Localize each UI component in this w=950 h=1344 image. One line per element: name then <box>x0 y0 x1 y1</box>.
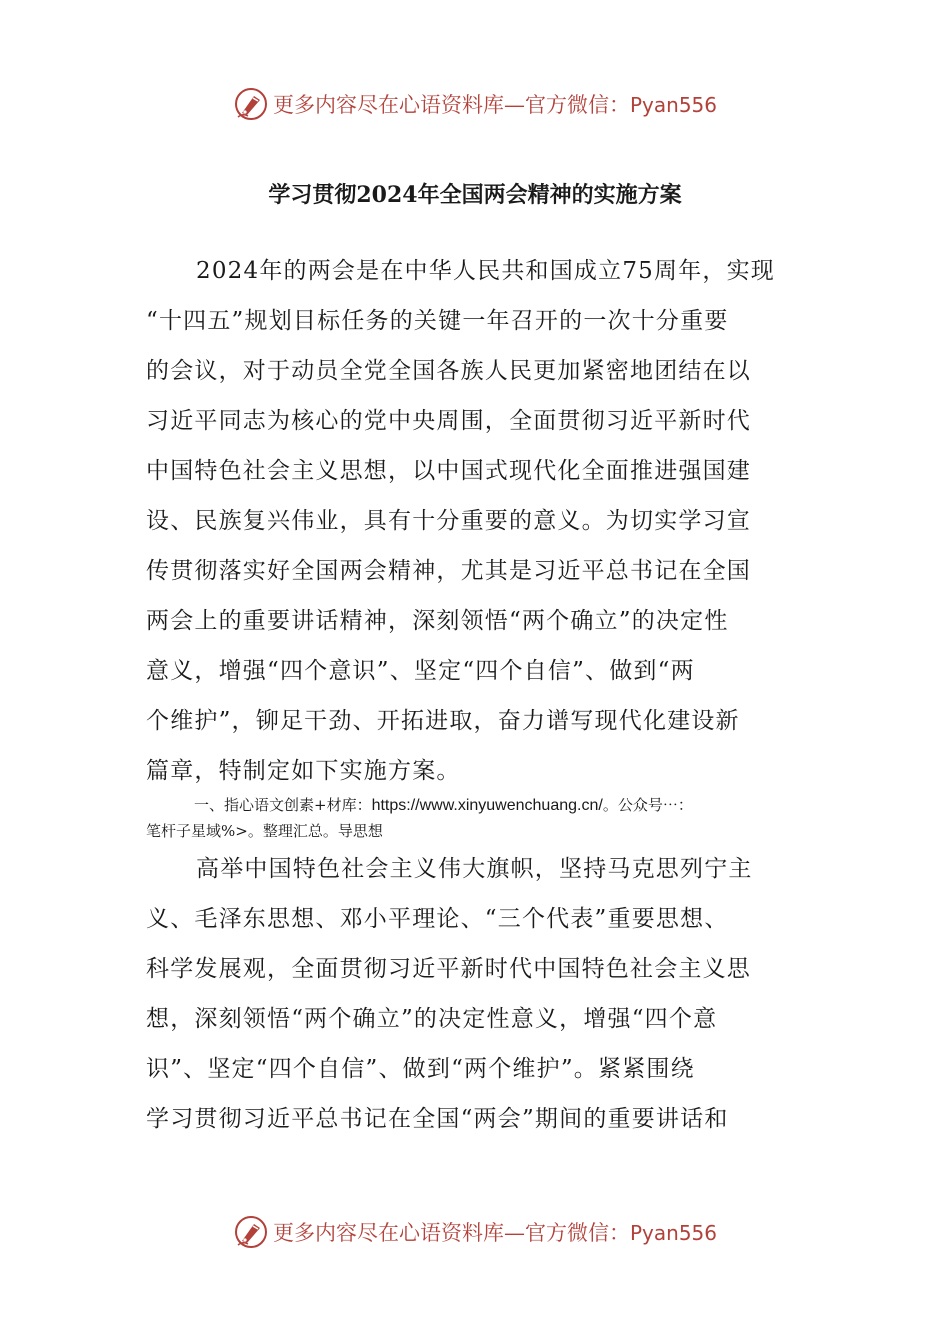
paragraph-intro <box>146 246 806 796</box>
text-line: 想，深刻领悟“两个确立”的决定性意义，增强“四个意 <box>146 1006 718 1032</box>
text-line: 篇章，特制定如下实施方案。 <box>146 758 461 784</box>
wechat-id: Pyan556 <box>629 93 717 117</box>
text-line: 习近平同志为核心的党中央周围，全面贯彻习近平新时代 <box>146 408 751 434</box>
wechat-id: Pyan556 <box>629 1221 717 1245</box>
text-line: 识”、坚定“四个自信”、做到“两个维护”。紧紧围绕 <box>146 1056 695 1082</box>
text-line: 传贯彻落实好全国两会精神，尤其是习近平总书记在全国 <box>146 558 751 584</box>
header-watermark <box>0 82 950 126</box>
footer-watermark <box>0 1210 950 1254</box>
heading-url: https://www.xinyuwenchuang.cn/ <box>371 797 603 814</box>
section-heading <box>146 792 806 844</box>
heading-line-2: 笔杆子星域%>。整理汇总。导思想 <box>146 822 383 840</box>
watermark-text: 更多内容尽在心语资料库—官方微信：Pyan556 <box>272 93 717 117</box>
heading-prefix: 一、指心语文创素+材库： <box>194 796 372 814</box>
paragraph-guiding-thought <box>146 844 806 1144</box>
text-line: 个维护”，铆足干劲、开拓进取，奋力谱写现代化建设新 <box>146 708 740 734</box>
text-line: 两会上的重要讲话精神，深刻领悟“两个确立”的决定性 <box>146 608 729 634</box>
text-line: “十四五”规划目标任务的关键一年召开的一次十分重要 <box>146 308 729 334</box>
text-line: 科学发展观，全面贯彻习近平新时代中国特色社会主义思 <box>146 956 751 982</box>
text-line: 设、民族复兴伟业，具有十分重要的意义。为切实学习宣 <box>146 508 751 534</box>
text-line: 义、毛泽东思想、邓小平理论、“三个代表”重要思想、 <box>146 906 729 932</box>
text-line: 高举中国特色社会主义伟大旗帜，坚持马克思列宁主 <box>196 856 753 882</box>
heading-line <box>146 792 806 818</box>
text-line: 学习贯彻习近平总书记在全国“两会”期间的重要讲话和 <box>146 1106 729 1132</box>
text-line: 意义，增强“四个意识”、坚定“四个自信”、做到“两 <box>146 658 695 684</box>
text-line: 的会议，对于动员全党全国各族人民更加紧密地团结在以 <box>146 358 751 384</box>
text-line: 中国特色社会主义思想，以中国式现代化全面推进强国建 <box>146 458 751 484</box>
pen-nib-logo-icon <box>233 86 269 122</box>
watermark-text: 更多内容尽在心语资料库—官方微信：Pyan556 <box>272 1221 717 1245</box>
heading-suffix: 。公众号⋯： <box>602 796 693 814</box>
pen-nib-logo-icon <box>233 1214 269 1250</box>
document-title: 学习贯彻2024年全国两会精神的实施方案 <box>268 182 682 208</box>
text-line: 2024年的两会是在中华人民共和国成立75周年，实现 <box>196 258 775 284</box>
